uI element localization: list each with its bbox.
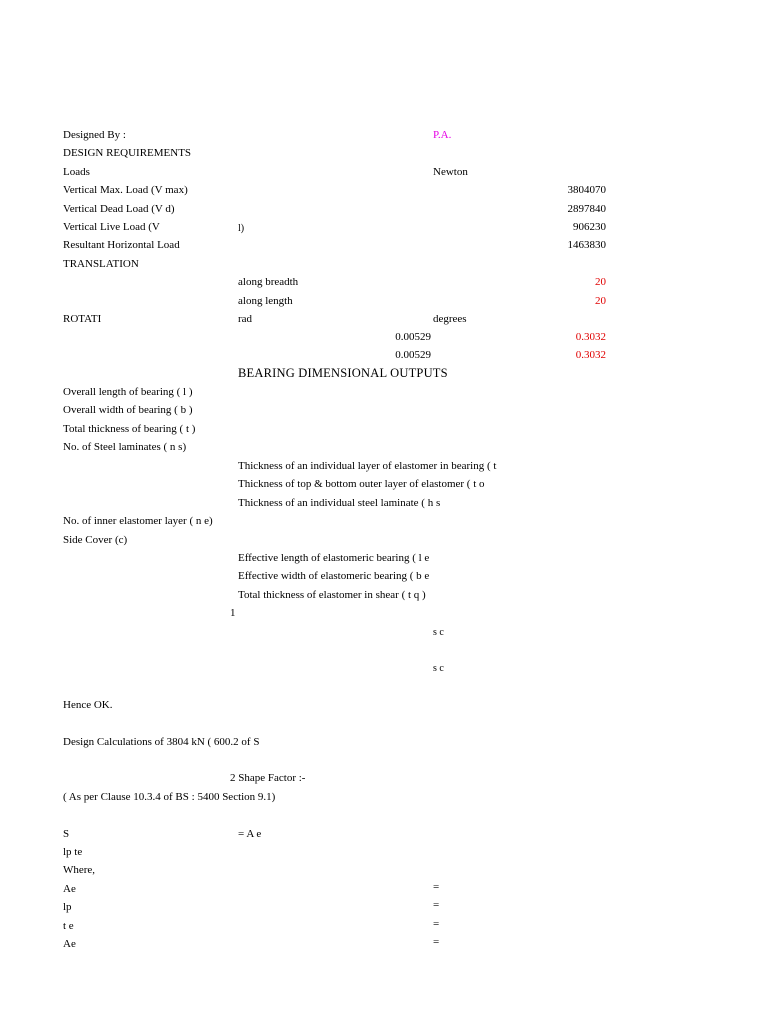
overall-width-label: Overall width of bearing ( b ) bbox=[63, 404, 193, 416]
lp-equals: = bbox=[433, 899, 440, 911]
loads-label: Loads bbox=[63, 166, 90, 178]
lp-te-label: lp te bbox=[63, 846, 83, 858]
length-label: along length bbox=[238, 295, 293, 307]
translation-heading: TRANSLATION bbox=[63, 258, 139, 270]
effective-length-label: Effective length of elastomeric bearing ( l e bbox=[238, 552, 430, 564]
overall-length-label: Overall length of bearing ( l ) bbox=[63, 386, 193, 398]
rotation-rad-1: 0.00529 bbox=[395, 331, 431, 343]
sc-label-1: s c bbox=[433, 627, 444, 638]
degrees-label: degrees bbox=[433, 313, 467, 325]
length-value: 20 bbox=[595, 295, 606, 307]
breadth-label: along breadth bbox=[238, 276, 299, 288]
outputs-heading: BEARING DIMENSIONAL OUTPUTS bbox=[238, 366, 448, 380]
vlive-value: 906230 bbox=[573, 221, 606, 233]
effective-width-label: Effective width of elastomeric bearing ( b e bbox=[238, 570, 430, 582]
clause-reference: ( As per Clause 10.3.4 of BS : 5400 Section 9.1) bbox=[63, 791, 276, 803]
shear-thickness-label: Total thickness of elastomer in shear ( t q ) bbox=[238, 589, 426, 601]
design-calculations-text: Design Calculations of 3804 kN ( 600.2 of S bbox=[63, 736, 260, 748]
ae-equals: = bbox=[433, 881, 440, 893]
loads-unit: Newton bbox=[433, 166, 468, 178]
te-equals: = bbox=[433, 918, 440, 930]
vmax-label: Vertical Max. Load (V max) bbox=[63, 184, 188, 196]
ae-label-2: Ae bbox=[63, 938, 76, 950]
inner-layers-label: No. of inner elastomer layer ( n e) bbox=[63, 515, 213, 527]
shape-factor-heading: 2 Shape Factor :- bbox=[230, 772, 306, 784]
ae-label: Ae bbox=[63, 883, 76, 895]
lp-label: lp bbox=[63, 901, 72, 913]
te-label: t e bbox=[63, 920, 74, 932]
designed-by-value: P.A. bbox=[433, 129, 452, 141]
ae-equals-2: = bbox=[433, 936, 440, 948]
s-label: S bbox=[63, 828, 70, 840]
hence-ok-text: Hence OK. bbox=[63, 699, 113, 711]
layer-thickness-label: Thickness of an individual layer of elastomer in bearing ( t bbox=[238, 460, 497, 472]
rad-label: rad bbox=[238, 313, 253, 325]
design-requirements-heading: DESIGN REQUIREMENTS bbox=[63, 147, 192, 159]
horizontal-load-value: 1463830 bbox=[567, 239, 606, 251]
steel-thickness-label: Thickness of an individual steel laminate ( h s bbox=[238, 497, 441, 509]
outer-layer-label: Thickness of top & bottom outer layer of elastomer ( t o bbox=[238, 478, 485, 490]
steel-laminates-label: No. of Steel laminates ( n s) bbox=[63, 441, 187, 453]
rotation-heading: ROTATI bbox=[63, 313, 102, 325]
rotation-rad-2: 0.00529 bbox=[395, 349, 431, 361]
rotation-deg-1: 0.3032 bbox=[575, 331, 606, 343]
side-cover-label: Side Cover (c) bbox=[63, 534, 128, 546]
designed-by-label: Designed By : bbox=[63, 129, 126, 141]
where-label: Where, bbox=[63, 864, 96, 876]
s-equation: = A e bbox=[238, 828, 262, 840]
vmax-value: 3804070 bbox=[567, 184, 606, 196]
vlive-subscript: l) bbox=[238, 223, 245, 234]
breadth-value: 20 bbox=[595, 276, 606, 288]
vdead-label: Vertical Dead Load (V d) bbox=[63, 203, 175, 215]
vdead-value: 2897840 bbox=[567, 203, 606, 215]
rotation-deg-2: 0.3032 bbox=[575, 349, 606, 361]
vlive-label: Vertical Live Load (V bbox=[63, 221, 160, 233]
sc-label-2: s c bbox=[433, 663, 444, 674]
horizontal-load-label: Resultant Horizontal Load bbox=[63, 239, 180, 251]
total-thickness-label: Total thickness of bearing ( t ) bbox=[63, 423, 196, 435]
stray-one: 1 bbox=[230, 607, 236, 619]
